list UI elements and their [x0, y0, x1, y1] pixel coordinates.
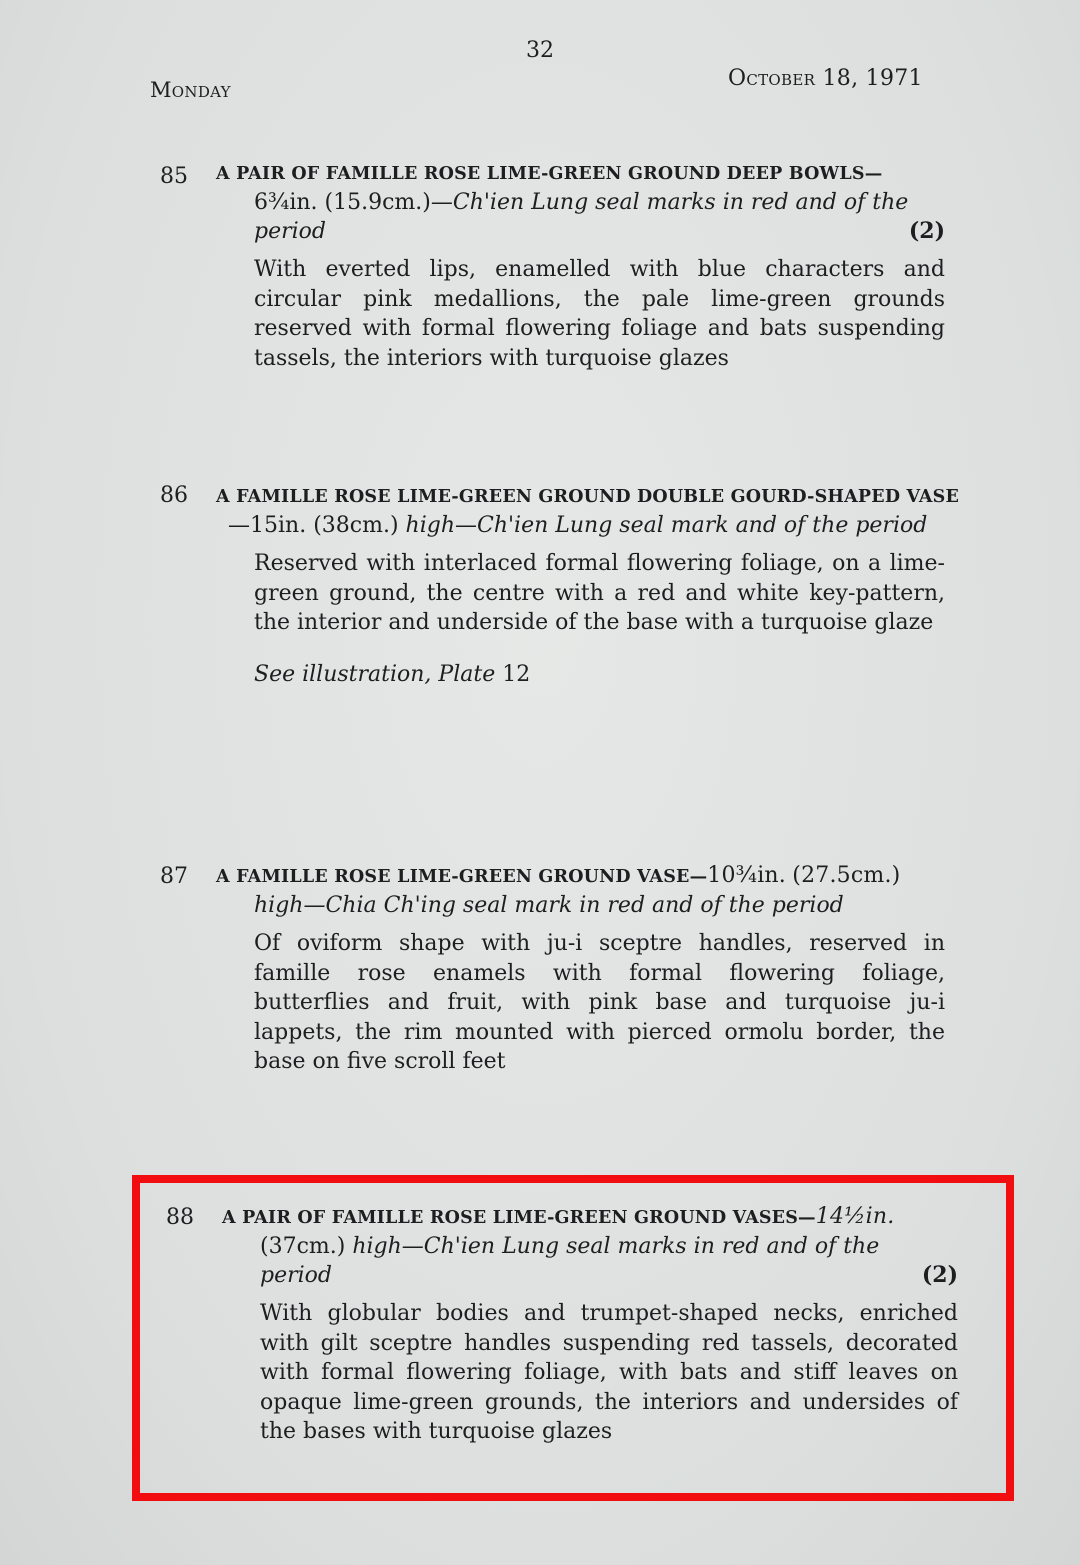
lot-number: 88: [166, 1205, 194, 1230]
lot-number: 87: [160, 864, 188, 889]
lot-dims-cm: (27.5cm.): [792, 863, 901, 888]
lot-85: [160, 160, 945, 373]
lot-87: [160, 862, 945, 1077]
lot-attribution: [254, 188, 945, 246]
lot-quantity: (2): [908, 218, 945, 244]
lot-description: With everted lips, enamelled with blue characters and circular pink medallions, the pale lime-green grounds reserved with formal flowering foliage and bats suspending tassels, the interiors with turquoise glazes: [254, 257, 945, 371]
lot-note-italic: See illustration, Plate: [254, 661, 496, 687]
lot-dims-cm: (38cm.): [313, 513, 399, 538]
lot-attribution: [228, 511, 945, 540]
header-day: Monday: [150, 78, 231, 102]
lot-number: 86: [160, 483, 188, 508]
lot-note-plate: 12: [502, 661, 531, 687]
lot-attribution: high—Chia Ch'ing seal mark in red and of the period: [254, 893, 844, 918]
lot-title: A FAMILLE ROSE LIME-GREEN GROUND DOUBLE GOURD-SHAPED VASE: [216, 487, 960, 507]
lot-number: 85: [160, 164, 188, 189]
lot-quantity: (2): [921, 1262, 958, 1288]
lot-description: Reserved with interlaced formal flowering foliage, on a lime-green ground, the centre with a red and white key-pattern, the interior and underside of the base with a turquoise glaze: [254, 551, 945, 635]
lot-dims-in: 10¾in.: [707, 863, 786, 888]
lot-86: [160, 483, 960, 687]
header-date: October 18, 1971: [728, 66, 923, 91]
lot-title-text: A PAIR OF FAMILLE ROSE LIME-GREEN GROUND VASES—: [222, 1208, 816, 1228]
lot-note: [254, 662, 945, 687]
lot-dims-in: 14½in.: [815, 1204, 895, 1229]
lot-dims-in: —15in.: [228, 513, 307, 538]
page-number: 32: [526, 38, 554, 63]
lot-dims-cm: (37cm.): [260, 1234, 346, 1259]
lot-description: Of oviform shape with ju-i sceptre handles, reserved in famille rose enamels with formal flowering foliage, butterflies and fruit, with pink base and turquoise ju-i lappets, the rim mounted with pierced ormolu border, the base on five scroll feet: [254, 931, 945, 1074]
lot-attribution-text: high—Ch'ien Lung seal mark and of the period: [405, 513, 928, 538]
lot-attribution-text: —Ch'ien Lung seal marks in red and of the period: [254, 190, 909, 244]
lot-title: [216, 862, 945, 891]
lot-title: A PAIR OF FAMILLE ROSE LIME-GREEN GROUND DEEP BOWLS—: [216, 164, 883, 184]
lot-title-text: A FAMILLE ROSE LIME-GREEN GROUND VASE—: [216, 867, 708, 887]
lot-dims-in: 6¾in.: [254, 190, 318, 215]
lot-description: With globular bodies and trumpet-shaped necks, enriched with gilt sceptre handles suspending red tassels, decorated with formal flowering foliage, with bats and stiff leaves on opaque lime-green grounds, the interiors and undersides of the bases with turquoise glazes: [260, 1301, 958, 1444]
highlight-box: [132, 1175, 1014, 1501]
lot-attribution-text: high—Ch'ien Lung seal marks in red and of the period: [260, 1234, 880, 1288]
lot-dims-cm: (15.9cm.): [324, 190, 431, 215]
